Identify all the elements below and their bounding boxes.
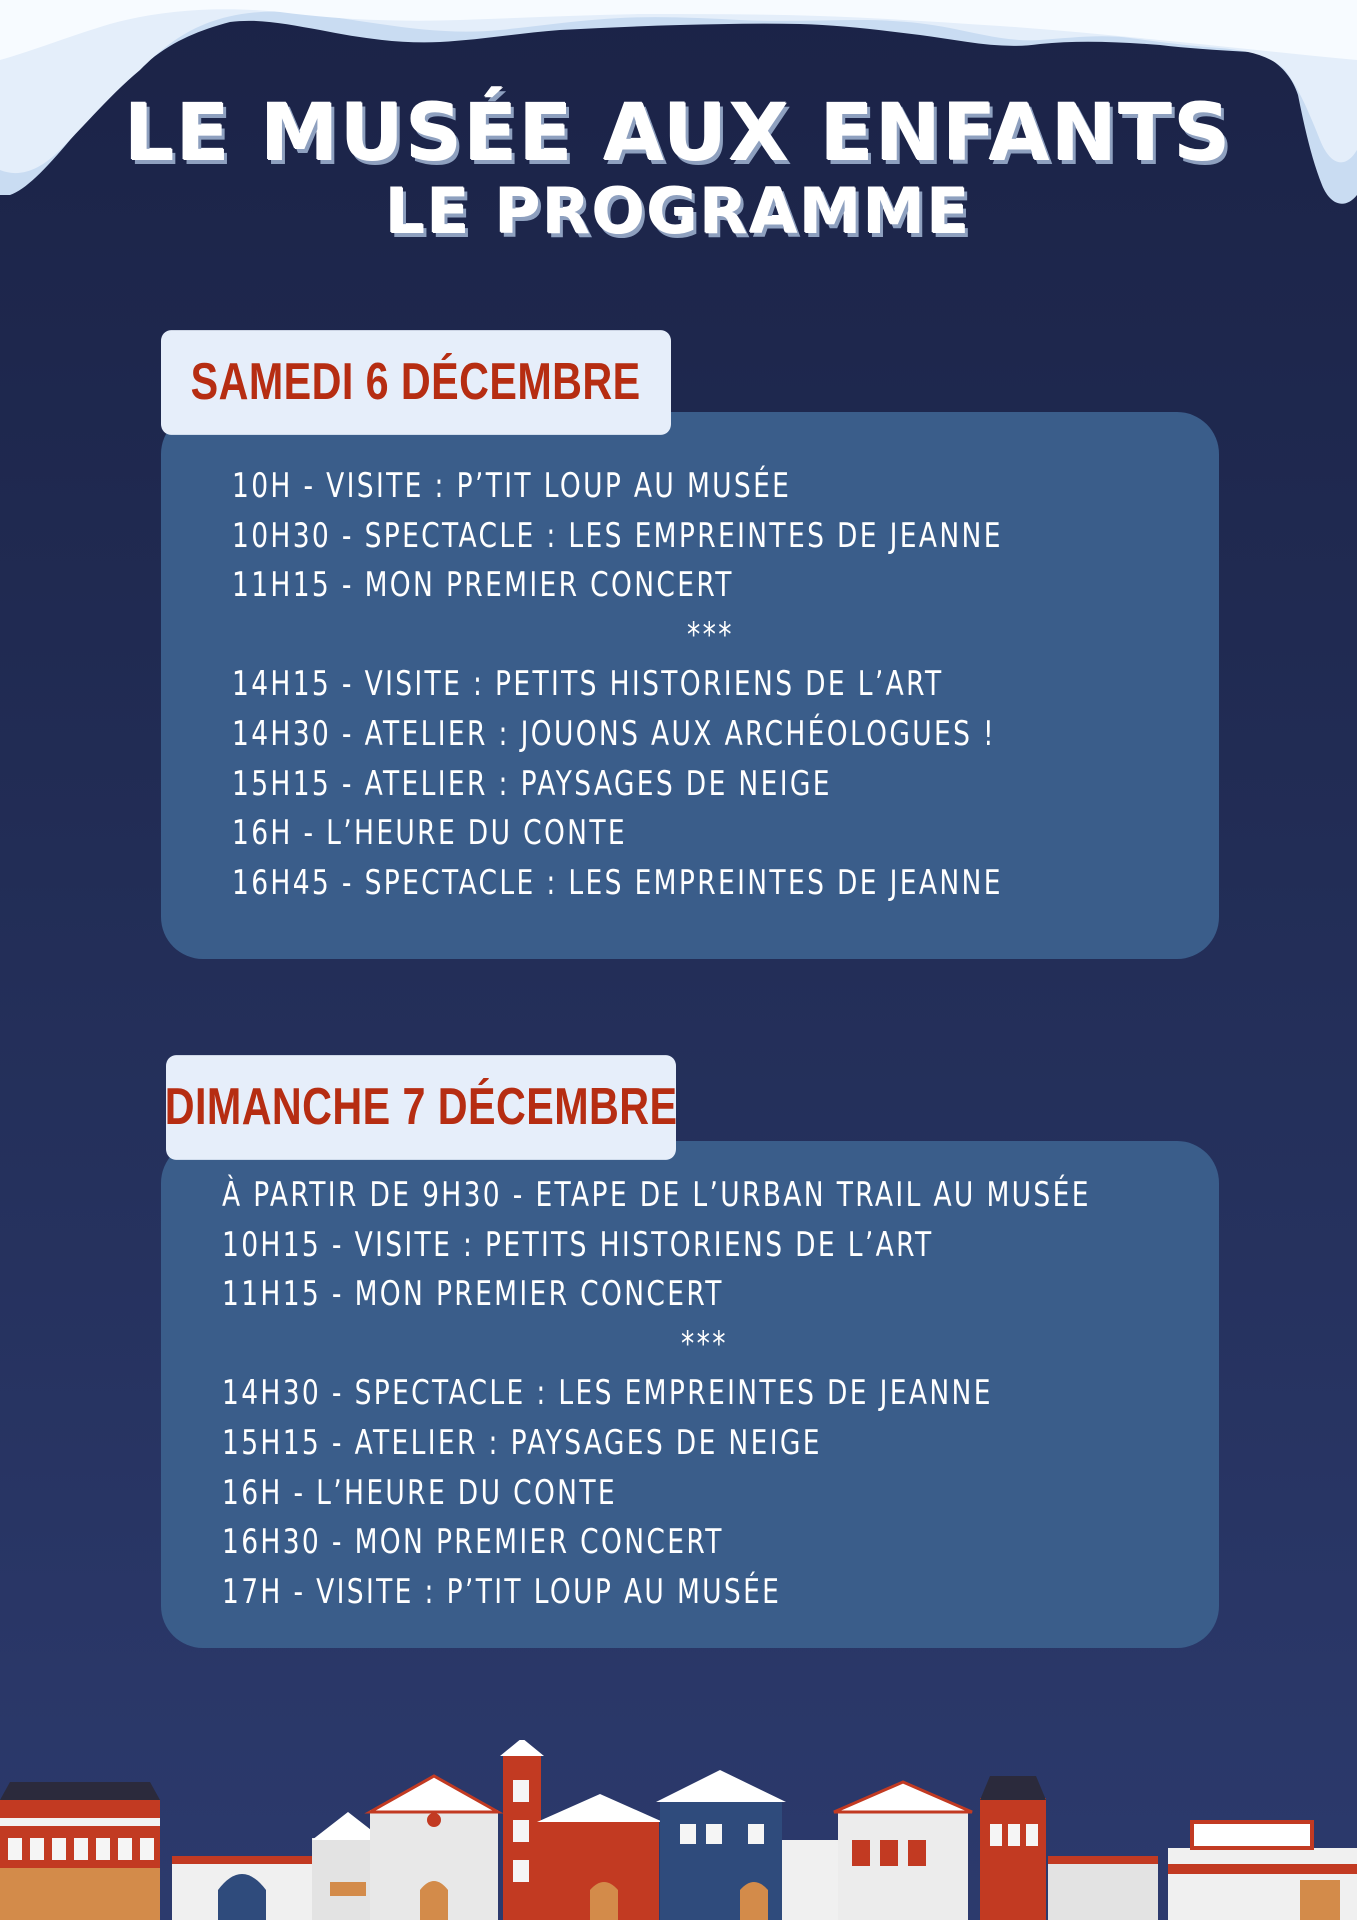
event-item: 16H45 - SPECTACLE : LES EMPREINTES DE JEANNE: [232, 862, 1003, 903]
main-title: LE MUSÉE AUX ENFANTS: [124, 89, 1233, 179]
event-item: 16H - L’HEURE DU CONTE: [222, 1472, 617, 1513]
event-item: 17H - VISITE : P’TIT LOUP AU MUSÉE: [222, 1571, 782, 1612]
event-item: 14H15 - VISITE : PETITS HISTORIENS DE L’ART: [232, 664, 944, 705]
event-item: 14H30 - ATELIER : JOUONS AUX ARCHÉOLOGUES !: [232, 713, 996, 754]
event-item: 16H - L’HEURE DU CONTE: [232, 813, 627, 854]
saturday-event-list: [232, 462, 1220, 908]
event-item: 10H30 - SPECTACLE : LES EMPREINTES DE JEANNE: [232, 515, 1003, 556]
saturday-day-label-text: SAMEDI 6 DÉCEMBRE: [191, 353, 641, 412]
event-item: 15H15 - ATELIER : PAYSAGES DE NEIGE: [232, 763, 832, 804]
village-skyline-illustration: [0, 1740, 1357, 1920]
sunday-event-list: [222, 1171, 1336, 1617]
saturday-day-label: [161, 330, 671, 435]
subtitle: LE PROGRAMME: [385, 175, 972, 248]
title-block: [0, 89, 1357, 248]
event-separator: ***: [681, 1323, 728, 1364]
event-item: 11H15 - MON PREMIER CONCERT: [232, 565, 734, 606]
event-item: À PARTIR DE 9H30 - ETAPE DE L’URBAN TRAIL AU MUSÉE: [222, 1175, 1091, 1215]
event-separator: ***: [687, 614, 734, 655]
sunday-day-label: [166, 1055, 676, 1160]
event-item: 14H30 - SPECTACLE : LES EMPREINTES DE JEANNE: [222, 1373, 993, 1414]
event-item: 11H15 - MON PREMIER CONCERT: [222, 1274, 724, 1315]
event-item: 16H30 - MON PREMIER CONCERT: [222, 1522, 724, 1563]
event-item: 15H15 - ATELIER : PAYSAGES DE NEIGE: [222, 1422, 822, 1463]
event-item: 10H - VISITE : P’TIT LOUP AU MUSÉE: [232, 466, 792, 506]
event-item: 10H15 - VISITE : PETITS HISTORIENS DE L’ART: [222, 1224, 934, 1265]
sunday-day-label-text: DIMANCHE 7 DÉCEMBRE: [164, 1078, 678, 1137]
